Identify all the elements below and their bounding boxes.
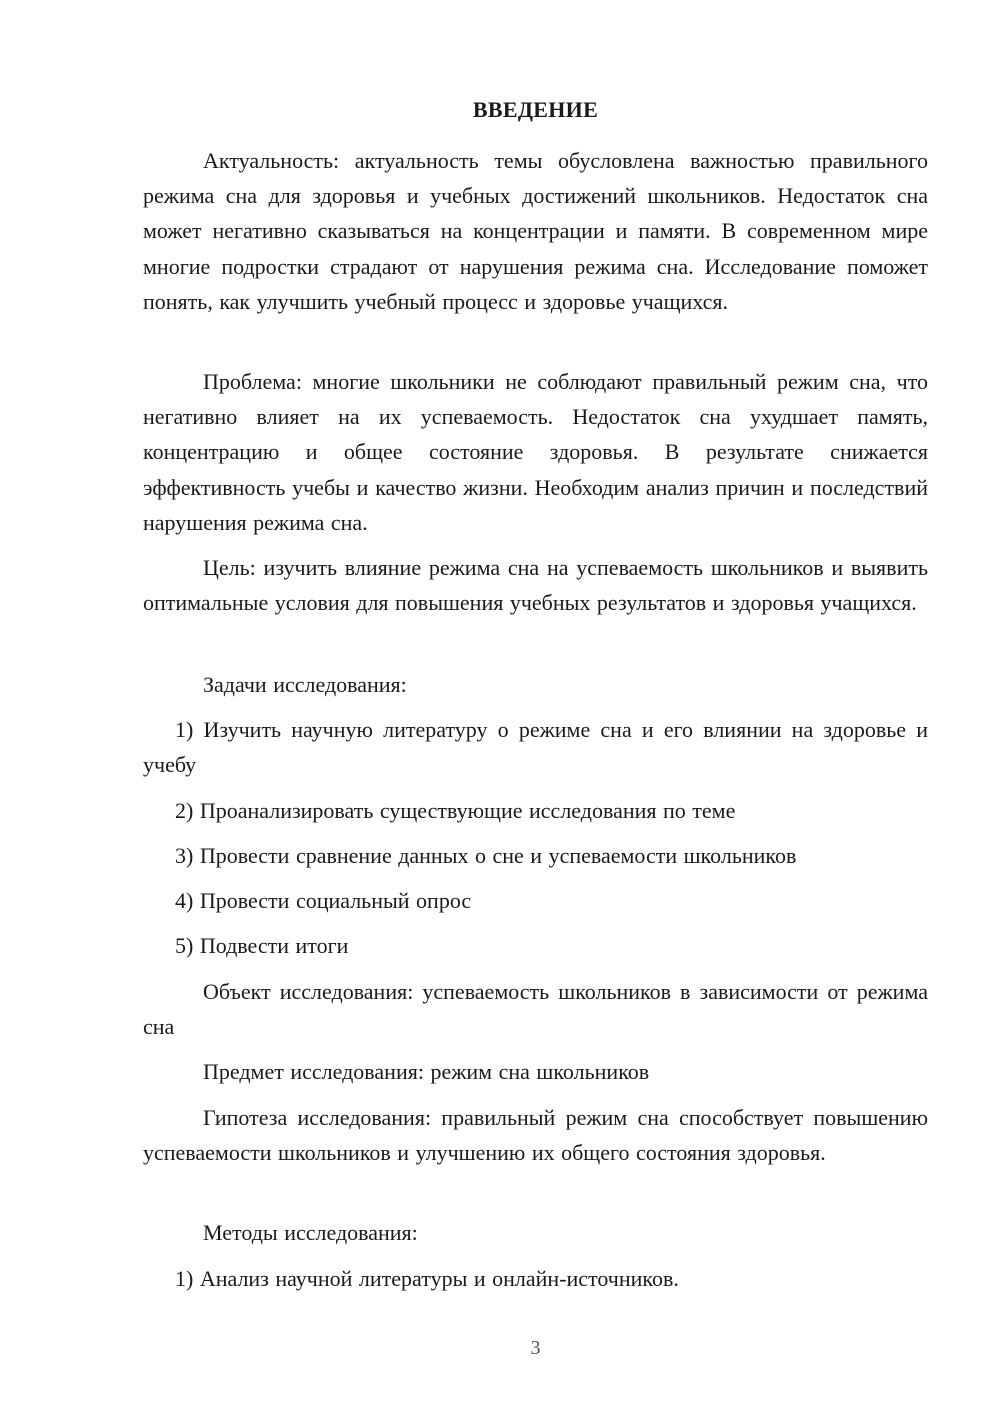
document-page — [143, 0, 928, 1414]
task-item-1: 1) Изучить научную литературу о режиме сна и его влиянии на здоровье и учебу — [143, 717, 928, 778]
object-paragraph: Объект исследования: успеваемость школьников в зависимости от режима сна — [143, 979, 928, 1040]
methods-title: Методы исследования: — [203, 1220, 418, 1245]
method-item-1: 1) Анализ научной литературы и онлайн-источников. — [175, 1266, 679, 1291]
page-title: ВВЕДЕНИЕ — [472, 97, 599, 122]
subject-paragraph: Предмет исследования: режим сна школьников — [203, 1059, 650, 1084]
goal-paragraph: Цель: изучить влияние режима сна на успеваемость школьников и выявить оптимальные условия для повышения учебных результатов и здоровья учащихся. — [143, 555, 928, 616]
task-item-5: 5) Подвести итоги — [175, 933, 349, 958]
hypothesis-paragraph: Гипотеза исследования: правильный режим сна способствует повышению успеваемости школьников и улучшению их общего состояния здоровья. — [143, 1105, 928, 1166]
problem-paragraph: Проблема: многие школьники не соблюдают правильный режим сна, что негативно влияет на их успеваемость. Недостаток сна ухудшает память, концентрацию и общее состояние здоровья. В результате снижается эффективность учебы и качество жизни. Необходим анализ причин и последствий нарушения режима сна. — [143, 369, 928, 535]
task-item-3: 3) Провести сравнение данных о сне и успеваемости школьников — [175, 843, 797, 868]
tasks-title: Задачи исследования: — [203, 672, 407, 697]
task-item-2: 2) Проанализировать существующие исследования по теме — [175, 798, 736, 823]
task-item-4: 4) Провести социальный опрос — [175, 888, 472, 913]
relevance-paragraph: Актуальность: актуальность темы обусловлена важностью правильного режима сна для здоровья и учебных достижений школьников. Недостаток сна может негативно сказываться на концентрации и памяти. В современном мире многие подростки страдают от нарушения режима сна. Исследование поможет понять, как улучшить учебный процесс и здоровье учащихся. — [143, 148, 928, 314]
page-number: 3 — [530, 1337, 541, 1359]
